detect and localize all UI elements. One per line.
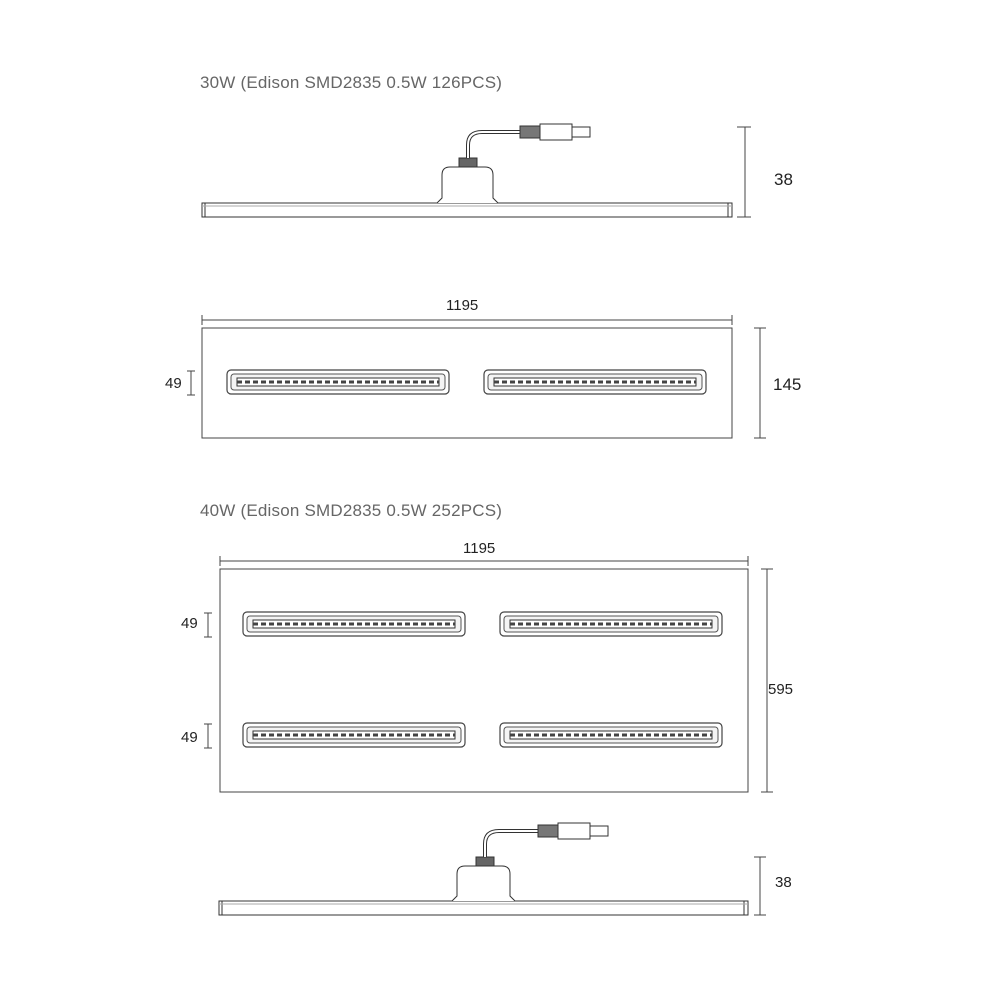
dim-40w-side-height: 38 [775, 874, 792, 891]
title-40w: 40W (Edison SMD2835 0.5W 252PCS) [200, 501, 503, 520]
dim-30w-module-height: 49 [165, 375, 182, 392]
top-view-40w [204, 556, 773, 792]
dim-40w-depth: 595 [768, 681, 794, 698]
title-30w: 30W (Edison SMD2835 0.5W 126PCS) [200, 73, 503, 92]
dim-30w-side-height: 38 [774, 170, 793, 189]
dim-30w-width: 1195 [446, 297, 479, 314]
dim-40w-module-height-top: 49 [181, 615, 198, 632]
side-view-30w [202, 124, 751, 217]
side-view-40w [219, 823, 766, 915]
dim-40w-module-height-bottom: 49 [181, 729, 198, 746]
top-view-30w [187, 315, 766, 438]
dim-40w-width: 1195 [463, 540, 496, 557]
dim-30w-depth: 145 [773, 375, 802, 394]
